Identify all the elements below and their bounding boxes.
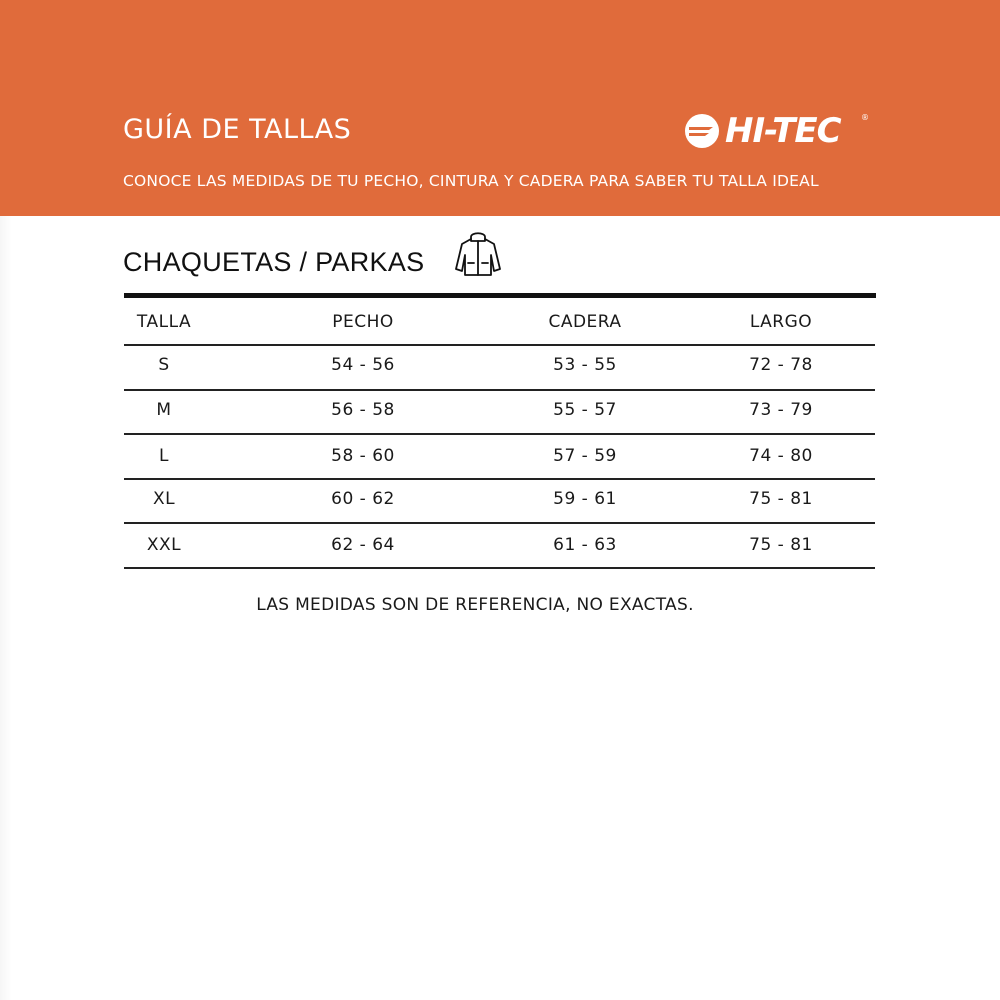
column-header-talla: TALLA — [136, 312, 192, 332]
brand-logo-icon — [683, 113, 723, 153]
row-divider — [124, 478, 875, 480]
column-header-cadera: CADERA — [548, 312, 622, 332]
cell-largo: 74 - 80 — [749, 446, 813, 466]
footnote: LAS MEDIDAS SON DE REFERENCIA, NO EXACTAS. — [256, 595, 694, 615]
cell-pecho: 58 - 60 — [331, 446, 395, 466]
cell-largo: 75 - 81 — [749, 489, 813, 509]
cell-pecho: 62 - 64 — [331, 535, 395, 555]
cell-cadera: 59 - 61 — [553, 489, 617, 509]
cell-cadera: 55 - 57 — [553, 400, 617, 420]
registered-mark: ® — [861, 113, 869, 122]
cell-largo: 75 - 81 — [749, 535, 813, 555]
cell-cadera: 57 - 59 — [553, 446, 617, 466]
cell-cadera: 61 - 63 — [553, 535, 617, 555]
column-header-largo: LARGO — [749, 312, 813, 332]
page-edge-shade — [0, 216, 12, 1000]
page-title: GUÍA DE TALLAS — [123, 114, 352, 145]
cell-largo: 72 - 78 — [749, 355, 813, 375]
brand-logo — [683, 111, 873, 151]
section-title: CHAQUETAS / PARKAS — [123, 247, 425, 277]
brand-name: HI-TEC — [725, 111, 841, 151]
column-header-pecho: PECHO — [332, 312, 394, 332]
jacket-icon — [452, 229, 504, 281]
cell-cadera: 53 - 55 — [553, 355, 617, 375]
row-divider — [124, 344, 875, 346]
cell-pecho: 60 - 62 — [331, 489, 395, 509]
row-divider — [124, 522, 875, 524]
cell-talla: XXL — [146, 535, 182, 555]
cell-talla: XL — [152, 489, 176, 509]
cell-pecho: 54 - 56 — [331, 355, 395, 375]
cell-talla: L — [159, 446, 169, 466]
cell-talla: S — [158, 355, 170, 375]
cell-largo: 73 - 79 — [749, 400, 813, 420]
page-subtitle: CONOCE LAS MEDIDAS DE TU PECHO, CINTURA Y CADERA PARA SABER TU TALLA IDEAL — [123, 172, 819, 190]
cell-talla: M — [156, 400, 172, 420]
cell-pecho: 56 - 58 — [331, 400, 395, 420]
header-banner — [0, 0, 1000, 216]
row-divider — [124, 567, 875, 569]
row-divider — [124, 433, 875, 435]
table-top-rule — [124, 293, 876, 298]
row-divider — [124, 389, 875, 391]
